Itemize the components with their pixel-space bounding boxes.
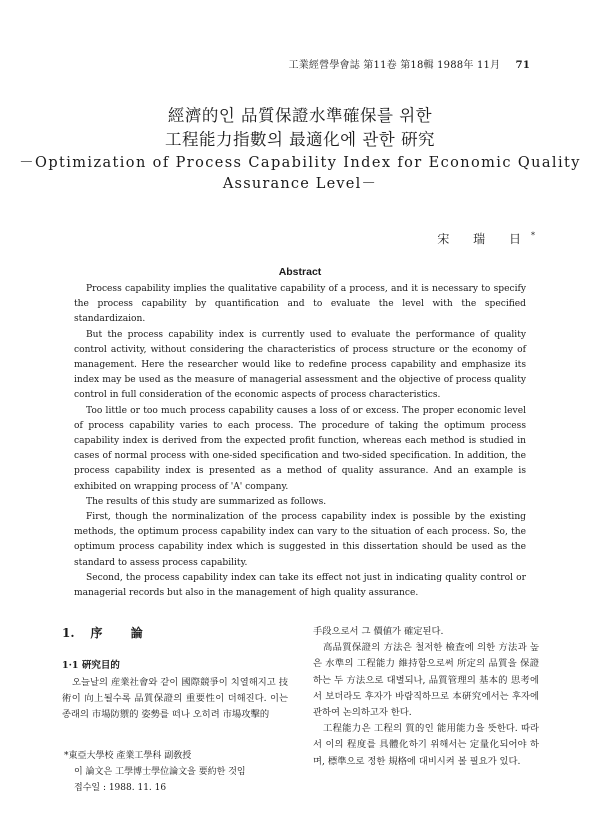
korean-title-line-2: 工程能力指數의 最適化에 관한 硏究 [165, 130, 435, 149]
title-block [0, 104, 600, 195]
section-number: 1. [62, 626, 75, 640]
running-header [289, 56, 530, 71]
footnote-affiliation: *東亞大學校 產業工學科 副敎授 [64, 751, 192, 761]
body-paragraph: 工程能力은 工程의 質的인 能用能力을 뜻한다. 따라서 이의 程度를 具體化하기 위해서는 定量化되어야 하며, 標準으로 정한 規格에 대비시켜 볼 필요가 있다. [313, 723, 539, 767]
page-number: 71 [515, 60, 530, 71]
abstract-body [74, 282, 526, 601]
footnote-received-date: 접수일 : 1988. 11. 16 [74, 783, 167, 793]
abstract-heading: Abstract [278, 266, 322, 278]
abstract-paragraph: But the process capability index is currently used to evaluate the performance of quality control activity, without considering the characteristics of process structure or the economy of management. Here the researcher would like to redefine process capability and emphasize its index may be used as the measure of managerial assessment and the objective of process quality control in full consideration of the economic aspects of process characteristics. [74, 329, 526, 401]
footnote [64, 748, 294, 796]
author-name: 宋 瑞 日 [437, 232, 531, 246]
section-heading [62, 624, 288, 641]
korean-title-line-1: 經濟的인 品質保證水準確保를 위한 [167, 106, 433, 125]
journal-citation: 工業經營學會誌 第11卷 第18輯 1988年 11月 [288, 60, 501, 71]
section-title: 序 論 [90, 626, 155, 640]
abstract-paragraph: Second, the process capability index can take its effect not just in indicating quality control or managerial records but also in the management of high quality assurance. [74, 572, 526, 599]
author [437, 230, 535, 247]
body-paragraph: 오늘날의 産業社會와 같이 國際競爭이 치열해지고 技術이 向上될수록 品質保證의 重要性이 더해진다. 이는 종래의 市場防禦的 姿勢를 떠나 오히려 市場攻擊的 [62, 677, 288, 721]
abstract-paragraph: First, though the norminalization of the process capability index is possible by the existing methods, the optimum process capability index can vary to the situation of each process. So, the optimum process capability index which is suggested in this dissertation should be used as the standard to assess process capability. [74, 512, 526, 568]
abstract-paragraph: Too little or too much process capability causes a loss of or excess. The proper economic level of process capability varies to each process. The procedure of taking the optimum process capability index is derived from the expected profit function, whereas each method is studied in cases of normal process with one-sided specification and two-sided specification. In addition, the process capability index is presented as a method of quality assurance. And an example is exhibited on wrapping process of 'A' company. [74, 405, 526, 492]
body-paragraph: 手段으로서 그 價値가 確定된다. [313, 626, 444, 637]
abstract-paragraph: The results of this study are summarized as follows. [86, 496, 327, 507]
english-title-line-2: Assurance Level－ [222, 176, 378, 192]
left-column [62, 624, 288, 724]
abstract-paragraph: Process capability implies the qualitative capability of a process, and it is necessary to specify the process capability by quantification and to evaluate the level with the specified standardizaion. [74, 284, 526, 325]
footnote-note: 이 論文은 工學博士學位論文을 要約한 것임 [74, 767, 246, 777]
right-column [313, 624, 539, 770]
body-paragraph: 高品質保證의 方法은 철저한 檢査에 의한 方法과 높은 水準의 工程能力 維持함으로써 所定의 品質을 保證하는 두 方法으로 대별되나, 品質管理의 基本的 思考에서 보더라도 후자가 바람직하므로 本硏究에서는 후자에 관하여 논의하고자 한다. [313, 642, 539, 719]
english-title-line-1: －Optimization of Process Capability Index for Economic Quality [19, 155, 581, 171]
subsection-heading: 1·1 硏究目的 [62, 660, 120, 671]
author-footnote-mark: * [531, 231, 535, 240]
